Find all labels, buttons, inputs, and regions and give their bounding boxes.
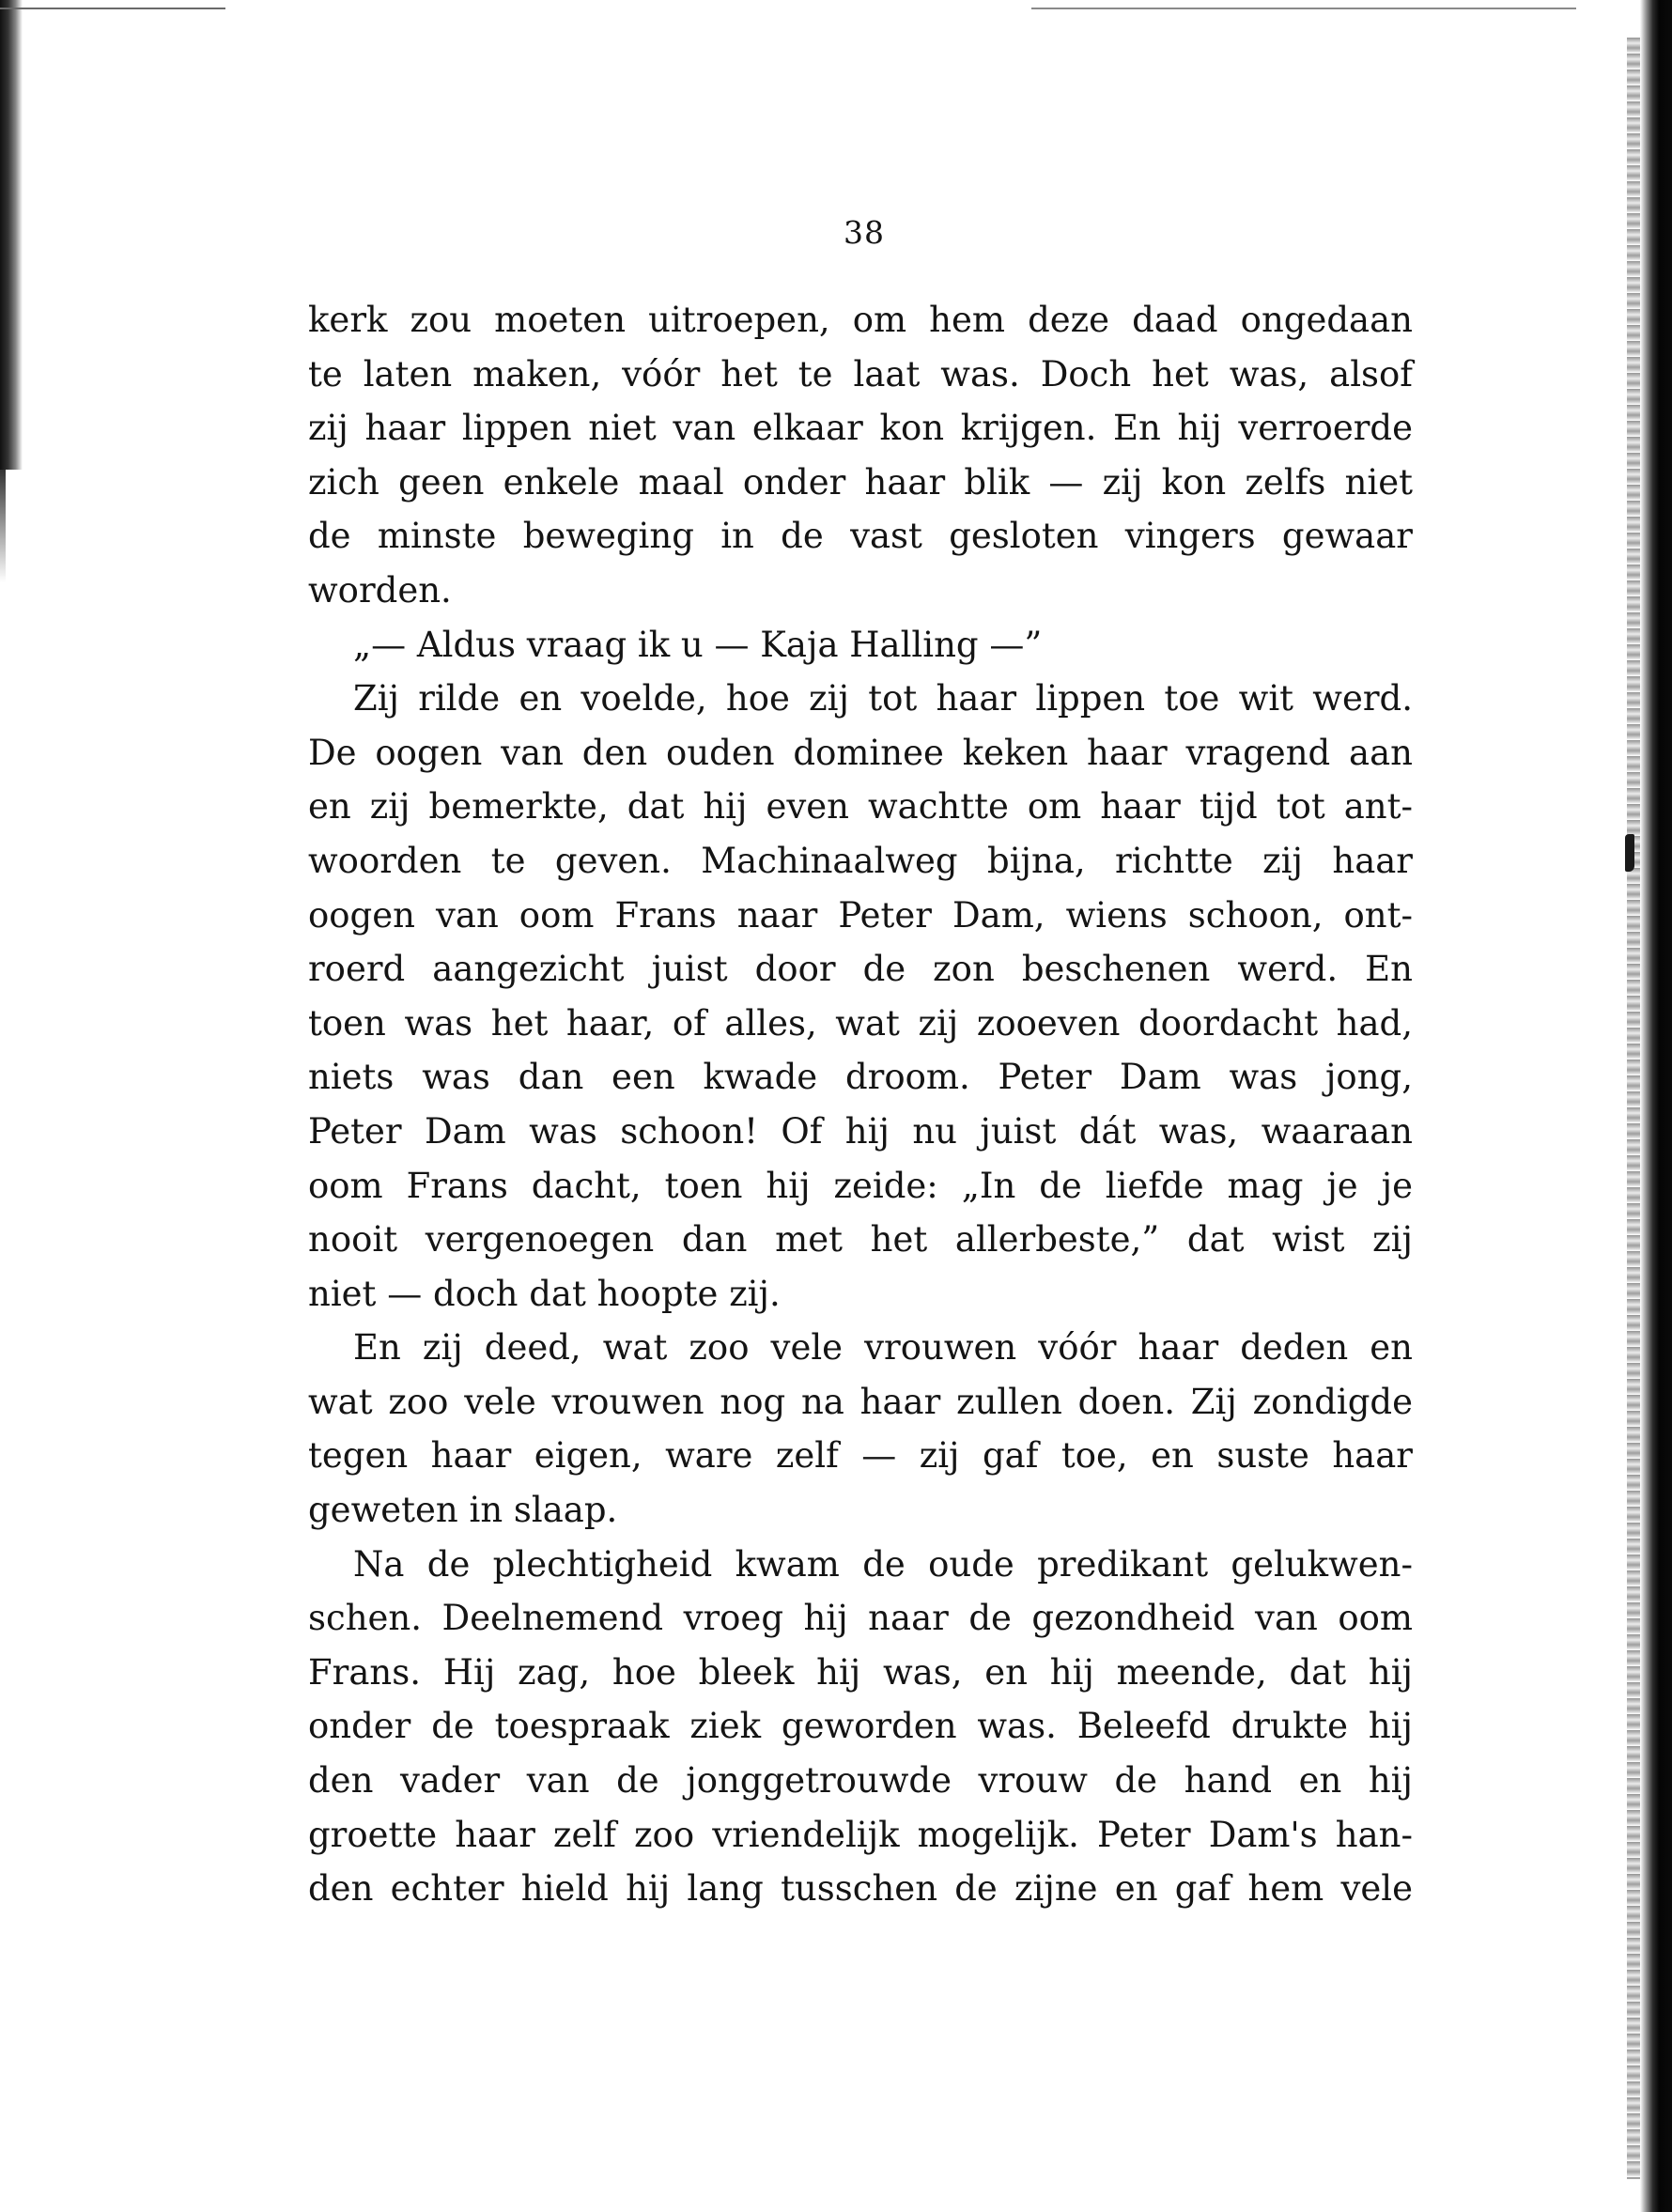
text-line: oogen van oom Frans naar Peter Dam, wiens schoon, ont- (308, 894, 1413, 936)
text-line: zich geen enkele maal onder haar blik — zij kon zelfs niet (308, 461, 1413, 503)
text-line: onder de toespraak ziek geworden was. Beleefd drukte hij (308, 1706, 1413, 1747)
text-line: kerk zou moeten uitroepen, om hem deze daad ongedaan (308, 300, 1413, 340)
paragraph-5 (308, 1538, 1413, 1916)
text-line: en zij bemerkte, dat hij even wachtte om haar tijd tot ant- (308, 786, 1413, 828)
scan-right-edge-fringe (1627, 38, 1640, 2179)
text-line: zij haar lippen niet van elkaar kon krijgen. En hij verroerde (308, 408, 1413, 449)
text-line: „— Aldus vraag ik u — Kaja Halling —” (353, 624, 1043, 665)
text-line: tegen haar eigen, ware zelf — zij gaf toe, en suste haar (308, 1435, 1413, 1477)
text-line: schen. Deelnemend vroeg hij naar de gezondheid van oom (308, 1598, 1413, 1639)
text-line: den vader van de jonggetrouwde vrouw de hand en hij (308, 1760, 1413, 1802)
paragraph-4 (308, 1321, 1413, 1537)
text-line: En zij deed, wat zoo vele vrouwen vóór haar deden en (353, 1327, 1413, 1369)
text-line: niet — doch dat hoopte zij. (308, 1273, 781, 1314)
text-line: den echter hield hij lang tusschen de zijne en gaf hem vele (308, 1868, 1413, 1910)
text-line: te laten maken, vóór het te laat was. Doch het was, alsof (308, 353, 1413, 394)
text-line: niets was dan een kwade droom. Peter Dam was jong, (308, 1057, 1413, 1098)
text-line: roerd aangezicht juist door de zon beschenen werd. En (308, 949, 1413, 990)
body-text (308, 293, 1413, 1916)
text-line: De oogen van den ouden dominee keken haar vragend aan (308, 732, 1413, 773)
text-line: toen was het haar, of alles, wat zij zooeven doordacht had, (308, 1002, 1413, 1044)
text-line: groette haar zelf zoo vriendelijk mogelijk. Peter Dam's han- (308, 1814, 1413, 1855)
text-line: wat zoo vele vrouwen nog na haar zullen doen. Zij zondigde (308, 1381, 1413, 1422)
text-line: Zij rilde en voelde, hoe zij tot haar lippen toe wit werd. (353, 678, 1413, 719)
text-line: Frans. Hij zag, hoe bleek hij was, en hij meende, dat hij (308, 1651, 1413, 1693)
text-line: woorden te geven. Machinaalweg bijna, richtte zij haar (308, 840, 1413, 881)
scan-right-edge-nick (1625, 834, 1634, 872)
page-number: 38 (844, 214, 885, 251)
scan-left-edge-shadow (0, 0, 23, 470)
scan-left-edge-fade (0, 470, 6, 582)
text-line: Peter Dam was schoon! Of hij nu juist dát was, waaraan (308, 1110, 1413, 1152)
text-line: worden. (308, 569, 452, 611)
paragraph-1 (308, 293, 1413, 618)
scan-top-edge-right (1031, 8, 1576, 9)
text-line: de minste beweging in de vast gesloten vingers gewaar (308, 516, 1413, 557)
paragraph-3 (308, 672, 1413, 1321)
scan-right-edge-shadow (1640, 0, 1672, 2212)
text-line: geweten in slaap. (308, 1490, 618, 1531)
scan-top-edge-left (0, 8, 225, 9)
text-line: oom Frans dacht, toen hij zeide: „In de liefde mag je je (308, 1165, 1413, 1206)
paragraph-2 (308, 618, 1413, 673)
text-line: nooit vergenoegen dan met het allerbeste,” dat wist zij (308, 1219, 1413, 1261)
text-line: Na de plechtigheid kwam de oude predikant gelukwen- (353, 1543, 1413, 1585)
